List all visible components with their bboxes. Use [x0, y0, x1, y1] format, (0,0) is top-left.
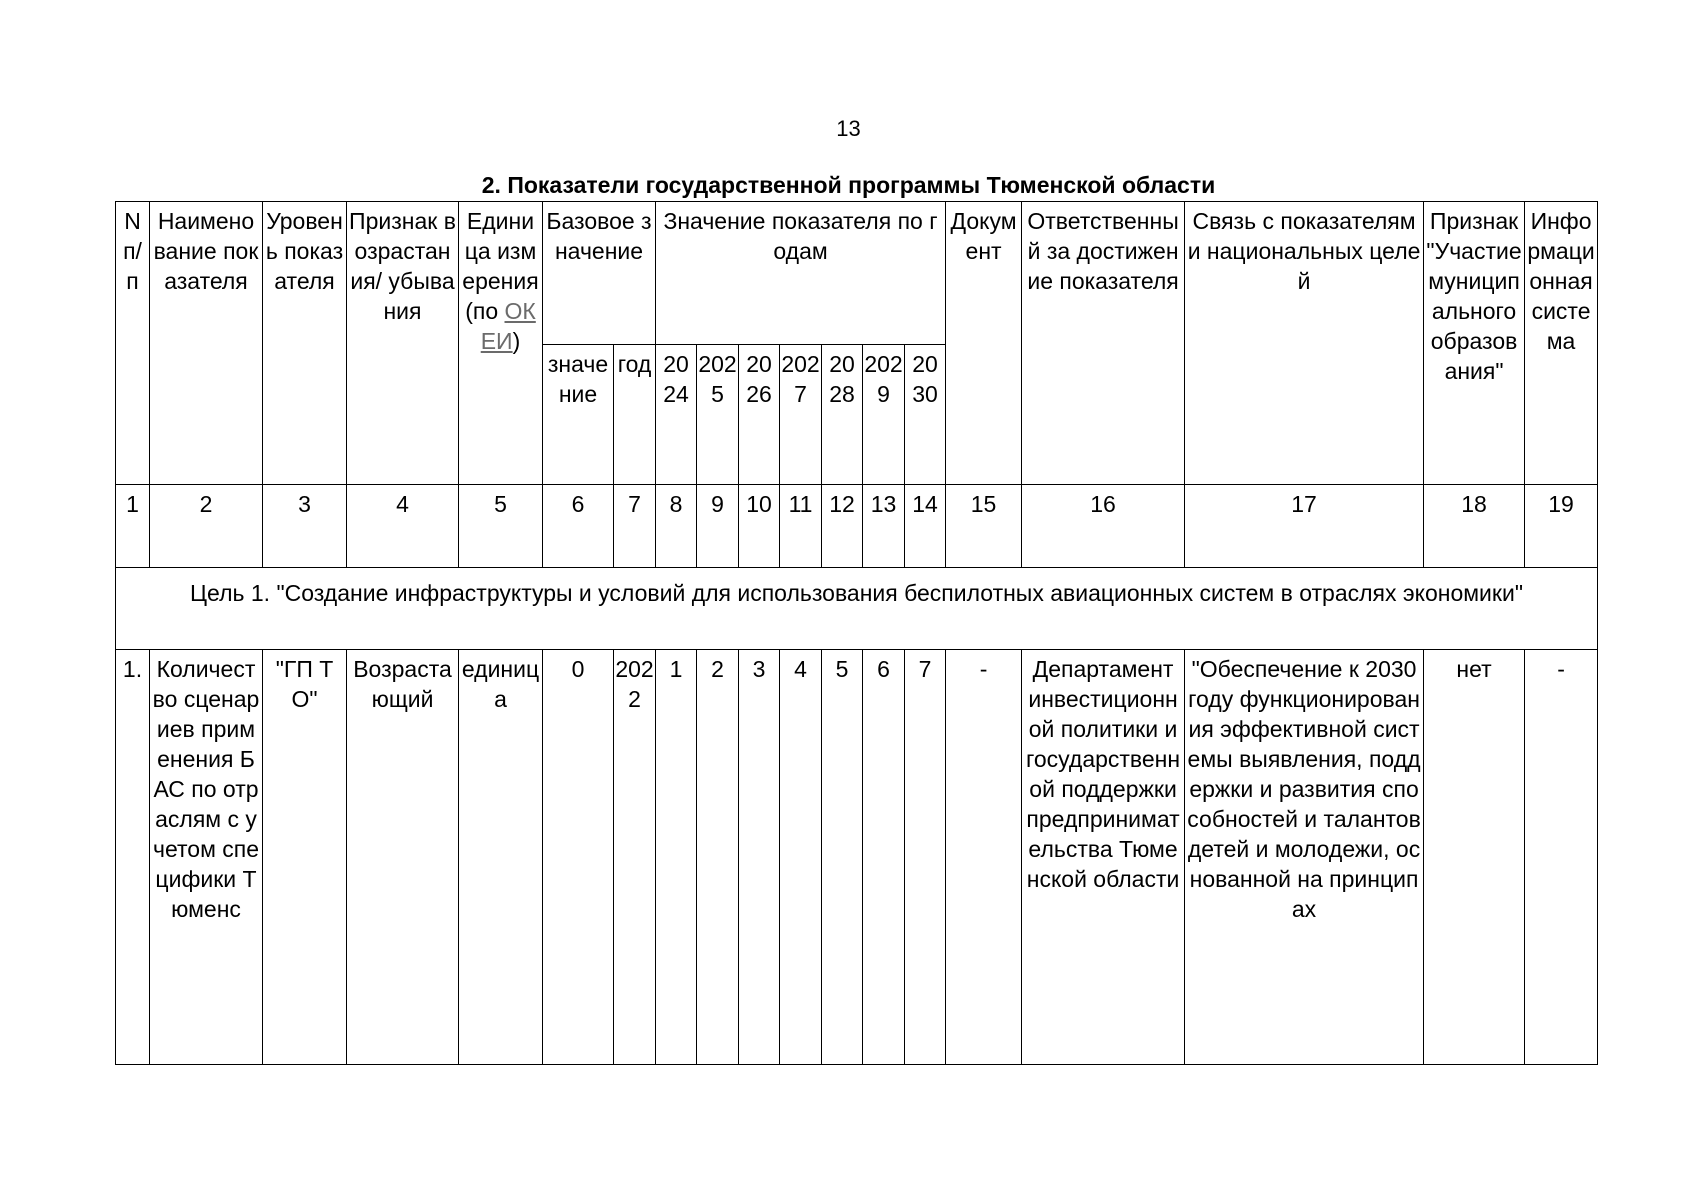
row-year-value: 5: [822, 650, 863, 1065]
header-unit-text: Единица измерения (по: [462, 208, 539, 324]
column-number: 17: [1185, 485, 1424, 568]
row-base-value: 0: [543, 650, 614, 1065]
column-number: 15: [946, 485, 1022, 568]
header-row: [116, 202, 1598, 345]
header-values-by-year: Значение показателя по годам: [656, 202, 946, 345]
row-year-value: 4: [780, 650, 822, 1065]
row-municipal: нет: [1424, 650, 1525, 1065]
goal-row: [116, 568, 1598, 650]
row-responsible: Департамент инвестиционной политики и государственной поддержки предпринимательства Тюменской области: [1022, 650, 1185, 1065]
document-title: 2. Показатели государственной программы Тюменской области: [481, 172, 1216, 198]
okei-link[interactable]: ОКЕИ: [480, 298, 536, 354]
row-level: "ГП ТО": [263, 650, 347, 1065]
header-unit: [459, 202, 543, 485]
header-year: 2024: [656, 345, 697, 485]
header-year: 2025: [697, 345, 739, 485]
header-base-year: год: [614, 345, 656, 485]
goal-text: Цель 1. "Создание инфраструктуры и условий для использования беспилотных авиационных систем в отраслях экономики": [190, 580, 1523, 606]
column-number: 3: [263, 485, 347, 568]
row-name: Количество сценариев применения БАС по отраслям с учетом специфики Тюменс: [150, 650, 263, 1065]
page-number: 13: [836, 116, 861, 141]
header-year: 2030: [905, 345, 946, 485]
row-link-goals: "Обеспечение к 2030 году функционирования эффективной системы выявления, поддержки и развития способностей и талантов детей и молодежи, основанной на принципах: [1185, 650, 1424, 1065]
header-year: 2029: [863, 345, 905, 485]
column-number: 2: [150, 485, 263, 568]
header-unit-suffix: ): [512, 328, 521, 354]
header-municipal: Признак "Участие муниципального образования": [1424, 202, 1525, 485]
header-base: Базовое значение: [543, 202, 656, 345]
column-number: 8: [656, 485, 697, 568]
column-number: 6: [543, 485, 614, 568]
header-level: Уровень показателя: [263, 202, 347, 485]
row-year-value: 6: [863, 650, 905, 1065]
row-year-value: 7: [905, 650, 946, 1065]
column-number: 10: [739, 485, 780, 568]
row-np: 1.: [116, 650, 150, 1065]
header-info-system: Информационная система: [1525, 202, 1598, 485]
header-year: 2027: [780, 345, 822, 485]
goal-cell: [116, 568, 1598, 650]
header-year: 2026: [739, 345, 780, 485]
row-unit: единица: [459, 650, 543, 1065]
column-number: 18: [1424, 485, 1525, 568]
header-year: 2028: [822, 345, 863, 485]
row-info-system: -: [1525, 650, 1598, 1065]
header-np: N п/п: [116, 202, 150, 485]
column-number: 12: [822, 485, 863, 568]
column-number: 1: [116, 485, 150, 568]
row-year-value: 2: [697, 650, 739, 1065]
column-numbers-row: [116, 485, 1598, 568]
row-document: -: [946, 650, 1022, 1065]
header-link-goals: Связь с показателями национальных целей: [1185, 202, 1424, 485]
row-year-value: 1: [656, 650, 697, 1065]
column-number: 11: [780, 485, 822, 568]
column-number: 19: [1525, 485, 1598, 568]
table-row: [116, 650, 1598, 1065]
header-document: Документ: [946, 202, 1022, 485]
indicators-table: [115, 201, 1598, 1065]
header-base-value: значение: [543, 345, 614, 485]
row-sign: Возрастающий: [347, 650, 459, 1065]
column-number: 7: [614, 485, 656, 568]
row-base-year: 2022: [614, 650, 656, 1065]
column-number: 13: [863, 485, 905, 568]
column-number: 16: [1022, 485, 1185, 568]
column-number: 9: [697, 485, 739, 568]
header-responsible: Ответственный за достижение показателя: [1022, 202, 1185, 485]
header-sign: Признак возрастания/ убывания: [347, 202, 459, 485]
column-number: 5: [459, 485, 543, 568]
row-year-value: 3: [739, 650, 780, 1065]
column-number: 14: [905, 485, 946, 568]
header-name: Наименование показателя: [150, 202, 263, 485]
column-number: 4: [347, 485, 459, 568]
